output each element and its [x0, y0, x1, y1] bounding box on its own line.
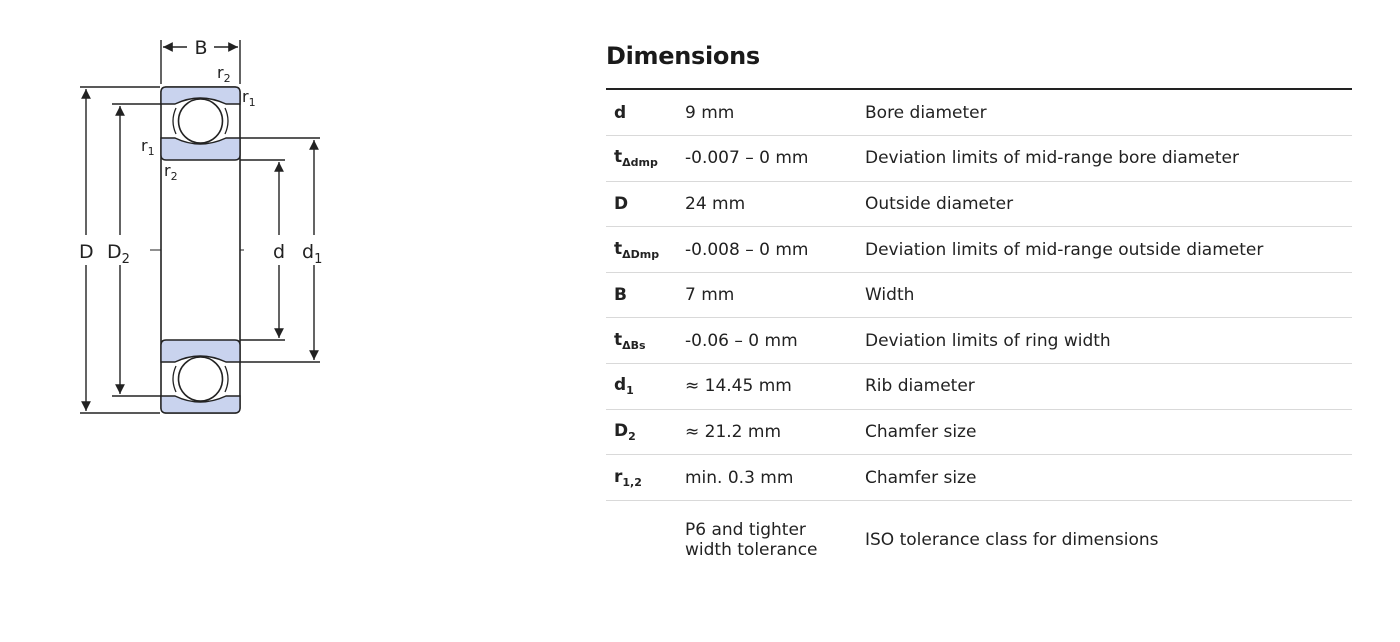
symbol-cell	[606, 136, 685, 182]
description-cell: Rib diameter	[865, 364, 1352, 410]
table-row	[606, 90, 1352, 136]
symbol-cell	[606, 409, 685, 455]
dimensions-panel	[606, 38, 1352, 578]
value-cell: 24 mm	[685, 181, 865, 227]
label-r1-top: $r_1$	[242, 87, 256, 109]
symbol-cell	[606, 455, 685, 501]
ball-bottom	[179, 357, 223, 401]
symbol: t	[614, 147, 623, 168]
label-b: B	[194, 37, 208, 59]
bearing-cross-section	[0, 0, 560, 642]
symbol-subscript: ΔBs	[622, 338, 646, 352]
table-row	[606, 227, 1352, 273]
table-row	[606, 500, 1352, 578]
value-cell	[685, 500, 865, 578]
symbol: t	[614, 329, 623, 350]
table-row	[606, 409, 1352, 455]
section-title: Dimensions	[606, 38, 1352, 90]
description-cell: Outside diameter	[865, 181, 1352, 227]
bearing-section	[161, 87, 240, 413]
label-d-bore: d	[273, 241, 286, 263]
description-cell: Chamfer size	[865, 409, 1352, 455]
label-r2-left: $r_2$	[164, 161, 178, 183]
table-row	[606, 272, 1352, 318]
value-cell: -0.008 – 0 mm	[685, 227, 865, 273]
description-cell: Deviation limits of mid-range bore diameter	[865, 136, 1352, 182]
value-cell: 9 mm	[685, 90, 865, 136]
symbol-cell	[606, 90, 685, 136]
description-cell: Bore diameter	[865, 90, 1352, 136]
table-row	[606, 364, 1352, 410]
symbol: d	[614, 102, 627, 123]
label-d-outer: D	[79, 241, 94, 263]
symbol-cell	[606, 500, 685, 578]
value-line-2: width tolerance	[685, 539, 818, 560]
description-cell: Chamfer size	[865, 455, 1352, 501]
symbol: B	[614, 285, 627, 306]
label-r2-top: $r_2$	[217, 63, 231, 85]
symbol-cell	[606, 272, 685, 318]
table-row	[606, 318, 1352, 364]
symbol: t	[614, 238, 623, 259]
value-cell: -0.06 – 0 mm	[685, 318, 865, 364]
symbol-subscript: 1	[626, 384, 634, 398]
value-cell: -0.007 – 0 mm	[685, 136, 865, 182]
value-cell: min. 0.3 mm	[685, 455, 865, 501]
description-cell: Deviation limits of ring width	[865, 318, 1352, 364]
symbol-subscript: 1,2	[622, 475, 642, 489]
bearing-drawing	[0, 0, 560, 642]
symbol-cell	[606, 364, 685, 410]
table-row	[606, 455, 1352, 501]
symbol-cell	[606, 181, 685, 227]
dimensions-table	[606, 90, 1352, 578]
value-cell: ≈ 14.45 mm	[685, 364, 865, 410]
table-row	[606, 136, 1352, 182]
description-cell: Width	[865, 272, 1352, 318]
label-r1-left: $r_1$	[141, 136, 155, 158]
symbol: D	[614, 193, 629, 214]
label-d2: $D_2$	[107, 241, 130, 267]
symbol: r	[614, 466, 623, 487]
table-row	[606, 181, 1352, 227]
symbol: d	[614, 375, 627, 396]
label-d1: $d_1$	[302, 241, 323, 267]
value-cell: ≈ 21.2 mm	[685, 409, 865, 455]
value-line-1: P6 and tighter	[685, 519, 806, 540]
symbol-cell	[606, 318, 685, 364]
symbol-subscript: 2	[628, 429, 636, 443]
description-cell: Deviation limits of mid-range outside diameter	[865, 227, 1352, 273]
symbol-subscript: ΔDmp	[622, 247, 660, 261]
symbol-subscript: Δdmp	[622, 156, 658, 170]
ball-top	[179, 99, 223, 143]
value-cell: 7 mm	[685, 272, 865, 318]
symbol: D	[614, 420, 629, 441]
symbol-cell	[606, 227, 685, 273]
description-cell: ISO tolerance class for dimensions	[865, 529, 1159, 550]
